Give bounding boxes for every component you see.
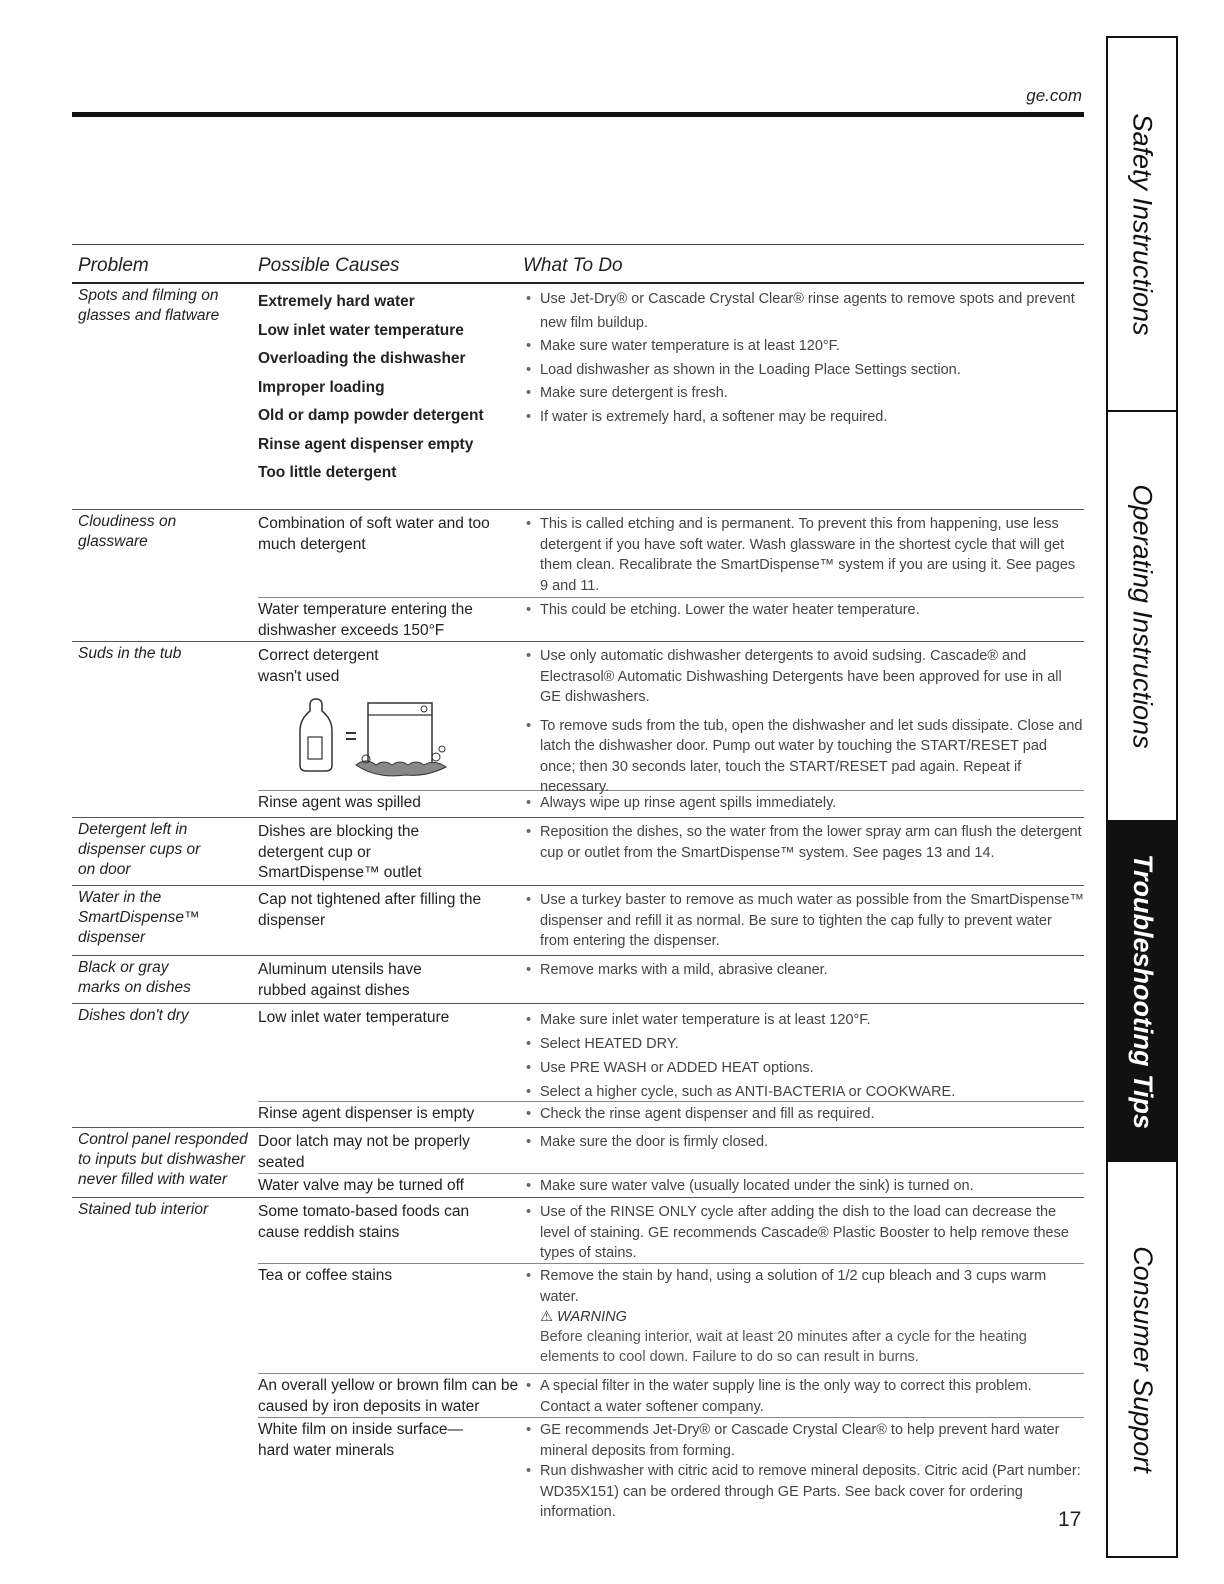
- table-row: [72, 510, 1084, 642]
- tab-label: Operating Instructions: [1127, 483, 1158, 749]
- section-tabs: [1106, 36, 1178, 1558]
- cause-cell: Extremely hard water Low inlet water temperature Overloading the dishwasher Improper loading Old or damp powder detergent Rinse agent dispenser empty Too little detergent: [258, 293, 484, 481]
- table-row: [72, 1004, 1084, 1128]
- todo-item: • Remove marks with a mild, abrasive cleaner.: [523, 960, 1084, 981]
- tab-troubleshooting-tips[interactable]: [1108, 822, 1176, 1162]
- todo-item: • Use a turkey baster to remove as much water as possible from the SmartDispense™ dispenser and refill it as normal. Be sure to tighten the cap fully to prevent water from entering the dispenser.: [523, 890, 1084, 952]
- todo-item: • To remove suds from the tub, open the dishwasher and let suds dissipate. Close and latch the dishwasher door. Pump out water by touching the START/RESET pad once; then 30 seconds later, touch the START/RESET pad again. Repeat if necessary.: [523, 716, 1084, 798]
- table-row: [72, 1198, 1084, 1526]
- cause-cell: Some tomato-based foods can cause reddish stains: [258, 1203, 470, 1241]
- todo-item: • Make sure the door is firmly closed.: [523, 1132, 1084, 1153]
- tab-label: Safety Instructions: [1127, 112, 1158, 336]
- cause-cell: Rinse agent dispenser is empty: [258, 1105, 475, 1122]
- page-number: 17: [1058, 1508, 1082, 1531]
- cause-cell: Door latch may not be properly seated: [258, 1133, 470, 1171]
- tab-consumer-support[interactable]: [1108, 1162, 1176, 1556]
- todo-item: • Use of the RINSE ONLY cycle after adding the dish to the load can decrease the level of staining. GE recommends Cascade® Plastic Booster to help remove these types of stains.: [523, 1202, 1084, 1264]
- problem-cell: Control panel responded to inputs but dishwasher never filled with water: [78, 1131, 248, 1188]
- todo-item: • Run dishwasher with citric acid to remove mineral deposits. Citric acid (Part number: WD35X151) can be ordered through GE Parts. See back cover for ordering information.: [523, 1461, 1084, 1523]
- column-header-todo: What To Do: [523, 255, 623, 276]
- todo-item: • Use PRE WASH or ADDED HEAT options.: [523, 1056, 1084, 1080]
- cause-cell: Cap not tightened after filling the dispenser: [258, 891, 482, 929]
- todo-item: • Check the rinse agent dispenser and fill as required.: [523, 1104, 1084, 1125]
- problem-cell: Black or gray marks on dishes: [78, 959, 191, 996]
- warning-block: [523, 1307, 1084, 1367]
- header-rule: [72, 112, 1084, 117]
- problem-cell: Detergent left in dispenser cups or on door: [78, 821, 201, 878]
- cause-cell: Aluminum utensils have rubbed against dishes: [258, 961, 422, 999]
- todo-item: • Remove the stain by hand, using a solution of 1/2 cup bleach and 3 cups warm water.: [523, 1266, 1084, 1307]
- cause-cell: Tea or coffee stains: [258, 1267, 393, 1284]
- todo-item: • This is called etching and is permanent. To prevent this from happening, use less detergent if you have soft water. Wash glassware in the shortest cycle that will get them clean. Recalibrate the SmartDispense™ system if you are using it. See pages 9 and 11.: [523, 514, 1084, 596]
- tab-safety-instructions[interactable]: [1108, 38, 1176, 412]
- problem-cell: Stained tub interior: [78, 1201, 209, 1218]
- detergent-dishwasher-illustration: [296, 695, 466, 777]
- todo-item: • Select HEATED DRY.: [523, 1032, 1084, 1056]
- problem-cell: Suds in the tub: [78, 645, 182, 662]
- cause-cell: White film on inside surface— hard water minerals: [258, 1421, 464, 1459]
- site-url: ge.com: [1026, 86, 1082, 105]
- todo-item: • Reposition the dishes, so the water from the lower spray arm can flush the detergent cup or outlet from the SmartDispense™ system. See pages 13 and 14.: [523, 822, 1084, 863]
- todo-item: • Select a higher cycle, such as ANTI-BACTERIA or COOKWARE.: [523, 1080, 1084, 1104]
- cause-cell: Water valve may be turned off: [258, 1177, 464, 1194]
- todo-item: • Always wipe up rinse agent spills immediately.: [523, 793, 1084, 814]
- problem-cell: Water in the SmartDispense™ dispenser: [78, 889, 200, 946]
- cause-cell: Correct detergent wasn't used: [258, 647, 379, 685]
- table-row: [72, 956, 1084, 1004]
- warning-text: Before cleaning interior, wait at least 20 minutes after a cycle for the heating elements to cool down. Failure to do so can result in burns.: [540, 1329, 1027, 1365]
- table-row: [72, 642, 1084, 818]
- cause-cell: Dishes are blocking the detergent cup or SmartDispense™ outlet: [258, 823, 422, 881]
- table-row: [72, 818, 1084, 886]
- todo-item: • Use only automatic dishwasher detergents to avoid sudsing. Cascade® and Electrasol® Automatic Dishwashing Detergents have been approved for use in all GE dishwashers.: [523, 646, 1084, 708]
- todo-item: • Use Jet-Dry® or Cascade Crystal Clear® rinse agents to remove spots and prevent new film buildup.: [523, 288, 1084, 335]
- problem-cell: Spots and filming on glasses and flatware: [78, 287, 220, 324]
- todo-item: • Make sure detergent is fresh.: [523, 382, 1084, 406]
- tab-label: Consumer Support: [1127, 1245, 1158, 1473]
- todo-item: • Make sure inlet water temperature is at least 120°F.: [523, 1008, 1084, 1032]
- todo-item: • Make sure water valve (usually located under the sink) is turned on.: [523, 1176, 1084, 1197]
- cause-cell: Combination of soft water and too much detergent: [258, 515, 490, 553]
- todo-item: • GE recommends Jet-Dry® or Cascade Crystal Clear® to help prevent hard water mineral deposits from forming.: [523, 1420, 1084, 1461]
- tab-label: Troubleshooting Tips: [1127, 853, 1158, 1129]
- problem-cell: Dishes don't dry: [78, 1007, 189, 1024]
- todo-item: • This could be etching. Lower the water heater temperature.: [523, 600, 1084, 621]
- cause-cell: Rinse agent was spilled: [258, 794, 421, 811]
- table-header: [72, 244, 1084, 284]
- cause-cell: An overall yellow or brown film can be caused by iron deposits in water: [258, 1377, 519, 1415]
- table-row: [72, 284, 1084, 510]
- todo-item: • A special filter in the water supply line is the only way to correct this problem. Contact a water softener company.: [523, 1376, 1084, 1417]
- tab-operating-instructions[interactable]: [1108, 412, 1176, 822]
- column-header-problem: Problem: [78, 255, 149, 276]
- warning-title: WARNING: [557, 1309, 627, 1325]
- cause-cell: Low inlet water temperature: [258, 1009, 450, 1026]
- todo-item: • Load dishwasher as shown in the Loading Place Settings section.: [523, 359, 1084, 383]
- cause-cell: Water temperature entering the dishwasher exceeds 150°F: [258, 601, 473, 639]
- troubleshooting-table: [72, 244, 1084, 1526]
- warning-icon: ⚠: [540, 1309, 553, 1325]
- problem-cell: Cloudiness on glassware: [78, 513, 177, 550]
- table-row: [72, 1128, 1084, 1198]
- todo-item: • Make sure water temperature is at least 120°F.: [523, 335, 1084, 359]
- todo-item: • If water is extremely hard, a softener may be required.: [523, 406, 1084, 430]
- table-row: [72, 886, 1084, 956]
- column-header-causes: Possible Causes: [258, 255, 400, 276]
